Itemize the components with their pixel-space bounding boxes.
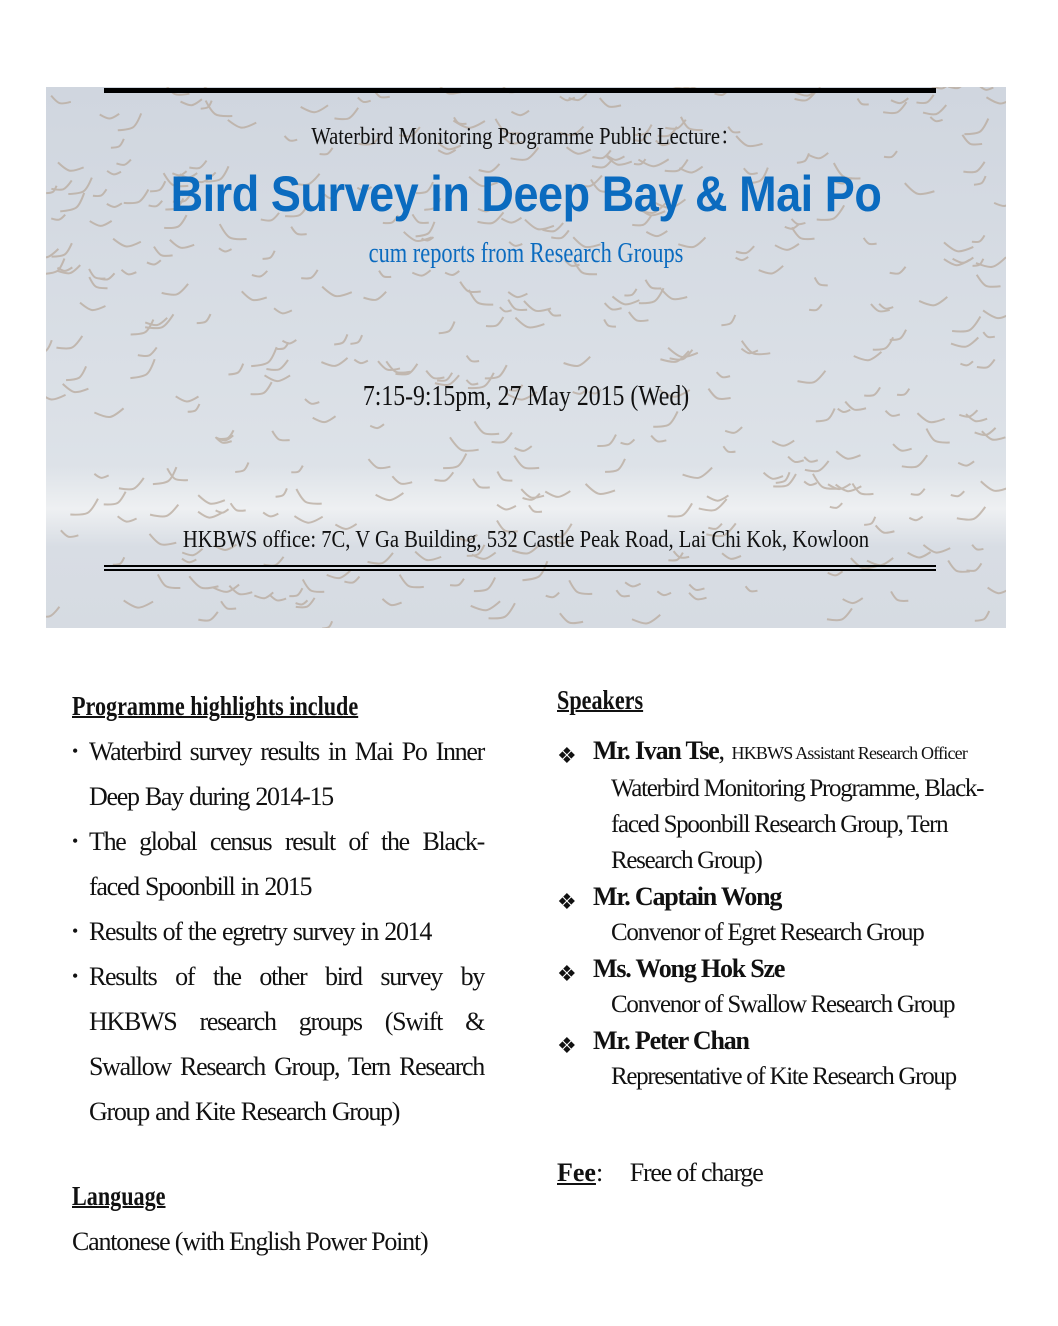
- banner-top-rule: [104, 88, 936, 93]
- diamond-bullet-icon: ❖: [557, 1033, 577, 1058]
- lecture-subtitle: Waterbird Monitoring Programme Public Lecture：: [311, 124, 741, 150]
- speaker-name: Mr. Captain Wong: [593, 882, 782, 911]
- speaker-name: Mr. Peter Chan: [593, 1026, 749, 1055]
- highlight-item: • Results of the egretry survey in 2014: [72, 909, 484, 954]
- diamond-bullet-icon: ❖: [557, 743, 577, 768]
- highlight-item: • The global census result of the Black-faced Spoonbill in 2015: [72, 819, 484, 909]
- speakers-column: [557, 678, 1017, 1095]
- diamond-bullet-icon: ❖: [557, 961, 577, 986]
- speaker-name: Mr. Ivan Tse: [593, 736, 719, 765]
- highlights-list: [72, 729, 484, 1134]
- lecture-title: Bird Survey in Deep Bay & Mai Po: [170, 166, 882, 222]
- speaker-item: [557, 951, 1017, 1023]
- highlight-item: • Results of the other bird survey by HKBWS research groups (Swift & Swallow Research Group, Tern Research Group and Kite Research Group): [72, 954, 484, 1134]
- fee-colon: :: [595, 1158, 604, 1187]
- highlight-item: • Waterbird survey results in Mai Po Inner Deep Bay during 2014-15: [72, 729, 484, 819]
- diamond-bullet-icon: ❖: [557, 889, 577, 914]
- banner-bottom-rule: [104, 565, 936, 567]
- speaker-description: Convenor of Egret Research Group: [611, 919, 924, 946]
- speaker-item: [557, 1023, 1017, 1095]
- speaker-name: Ms. Wong Hok Sze: [593, 954, 785, 983]
- speaker-item: [557, 879, 1017, 951]
- speaker-item: ❖ Mr. Ivan Tse, HKBWS Assistant Research Officer Waterbird Monitoring Programme, Black-faced Spoonbill Research Group, Tern Research Group): [557, 733, 1017, 879]
- bullet-icon: •: [72, 741, 78, 761]
- fee-line: [557, 1158, 763, 1188]
- banner-bottom-rule-2: [104, 569, 936, 571]
- speaker-description: Waterbird Monitoring Programme, Black-faced Spoonbill Research Group, Tern Research Group): [611, 775, 984, 874]
- highlights-column: [72, 684, 484, 1264]
- language-heading: Language: [72, 1181, 166, 1211]
- speaker-role: HKBWS Assistant Research Officer: [731, 743, 968, 763]
- bullet-icon: •: [72, 966, 78, 986]
- event-venue: HKBWS office: 7C, V Ga Building, 532 Castle Peak Road, Lai Chi Kok, Kowloon: [182, 527, 870, 553]
- fee-label: Fee: [557, 1158, 596, 1187]
- highlights-heading: Programme highlights include: [72, 691, 359, 721]
- bullet-icon: •: [72, 921, 78, 941]
- speakers-heading: Speakers: [557, 685, 644, 715]
- language-value: Cantonese (with English Power Point): [72, 1227, 428, 1256]
- bullet-icon: •: [72, 831, 78, 851]
- lecture-tagline: cum reports from Research Groups: [368, 238, 684, 269]
- fee-value: Free of charge: [629, 1158, 763, 1187]
- speaker-description: Representative of Kite Research Group: [611, 1063, 956, 1090]
- speaker-description: Convenor of Swallow Research Group: [611, 991, 955, 1018]
- event-datetime: 7:15-9:15pm, 27 May 2015 (Wed): [362, 380, 690, 412]
